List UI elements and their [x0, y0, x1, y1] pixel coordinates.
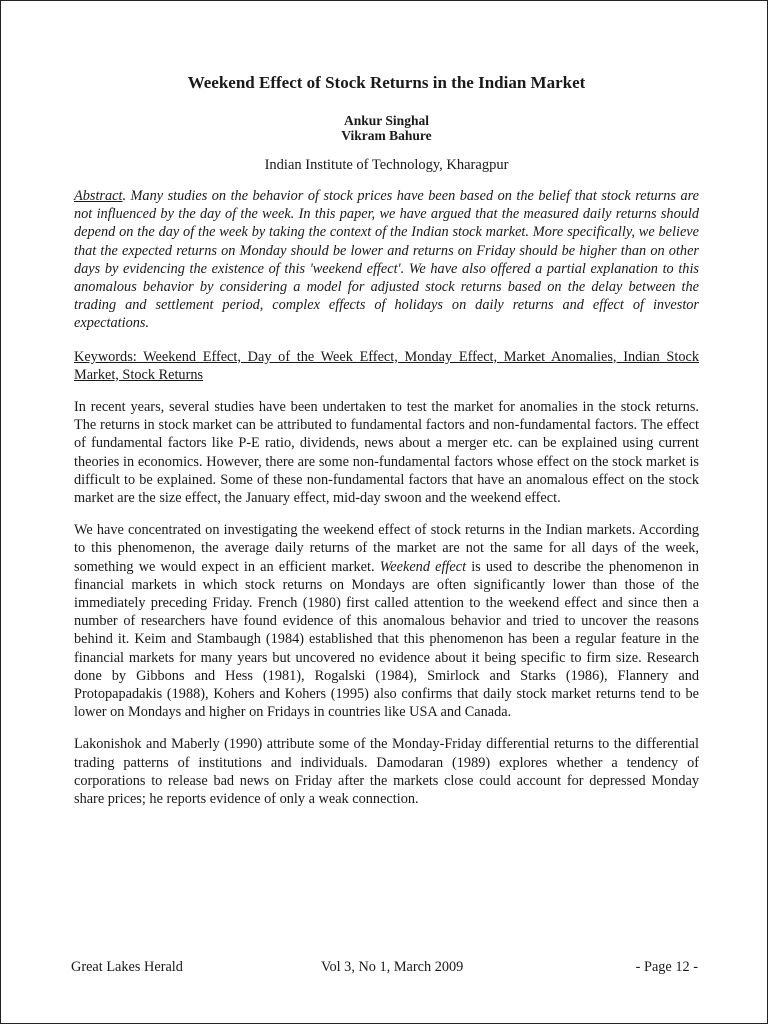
abstract-text: . Many studies on the behavior of stock prices have been based on the belief that stock returns are not influenced by the day of the week. In this paper, we have argued that the measured daily returns should depend on the day of the week by taking the context of the Indian stock market. More specifically, we believe that the expected returns on Monday should be lower and returns on Friday should be higher than on other days by evidencing the existence of this 'weekend effect'. We have also offered a partial explanation to this anomalous behavior by considering a model for adjusted stock returns based on the delay between the trading and settlement period, complex effects of holidays on daily returns and effect of investor expectations.: [74, 188, 699, 332]
article-body: [74, 71, 699, 808]
emphasis-term: Weekend effect: [379, 558, 467, 575]
author-name: Vikram Bahure: [341, 128, 432, 143]
paragraph-lakonishok: Lakonishok and Maberly (1990) attribute some of the Monday-Friday differential returns to the differential trading patterns of institutions and individuals. Damodaran (1989) explores whether a tendency of corporations to release bad news on Friday after the markets close could account for depressed Monday share prices; he reports evidence of only a weak connection.: [74, 736, 699, 808]
affiliation: Indian Institute of Technology, Kharagpur: [264, 157, 509, 173]
paragraph-text: We have concentrated on investigating the weekend effect of stock returns in the Indian markets. According to this phenomenon, the average daily returns of the market are not the same for all days of the week, something we would expect in an efficient market.: [74, 522, 699, 575]
paragraph-text: is used to describe the phenomenon in financial markets in which stock returns on Mondays are often significantly lower than those of the immediately preceding Friday. French (1980) first called attention to the weekend effect and since then a number of researchers have found evidence of this anomalous behavior and tried to uncover the reasons behind it. Keim and Stambaugh (1984) established that this phenomenon has been a regular feature in the financial markets for many years but uncovered no evidence about it being specific to firm size. Research done by Gibbons and Hess (1981), Rogalski (1984), Smirlock and Starks (1986), Flannery and Protopapadakis (1988), Kohers and Kohers (1995) also confirms that daily stock market returns tend to be lower on Mondays and higher on Fridays in countries like USA and Canada.: [74, 558, 699, 721]
author-name: Ankur Singhal: [344, 113, 429, 128]
author-list: [74, 113, 699, 143]
abstract: [74, 187, 699, 333]
issue-info: Vol 3, No 1, March 2009: [321, 959, 464, 975]
abstract-label: Abstract: [74, 188, 123, 204]
keywords: Keywords: Weekend Effect, Day of the Week Effect, Monday Effect, Market Anomalies, Indian Stock Market, Stock Returns: [74, 348, 699, 383]
paragraph-intro: In recent years, several studies have been undertaken to test the market for anomalies in the stock returns. The returns in stock market can be attributed to fundamental factors and non-fundamental factors. The effect of fundamental factors like P-E ratio, dividends, news about a merger etc. can be explained using current theories in economics. However, there are some non-fundamental factors whose effect on the stock market is difficult to be explained. Some of these non-fundamental factors that have an anomalous effect on the stock market are the size effect, the January effect, mid-day swoon and the weekend effect.: [74, 399, 699, 507]
journal-name: Great Lakes Herald: [71, 959, 183, 975]
paragraph-weekend-effect: [74, 521, 699, 721]
page-number: - Page 12 -: [635, 959, 698, 975]
paper-title: Weekend Effect of Stock Returns in the Indian Market: [187, 73, 586, 92]
